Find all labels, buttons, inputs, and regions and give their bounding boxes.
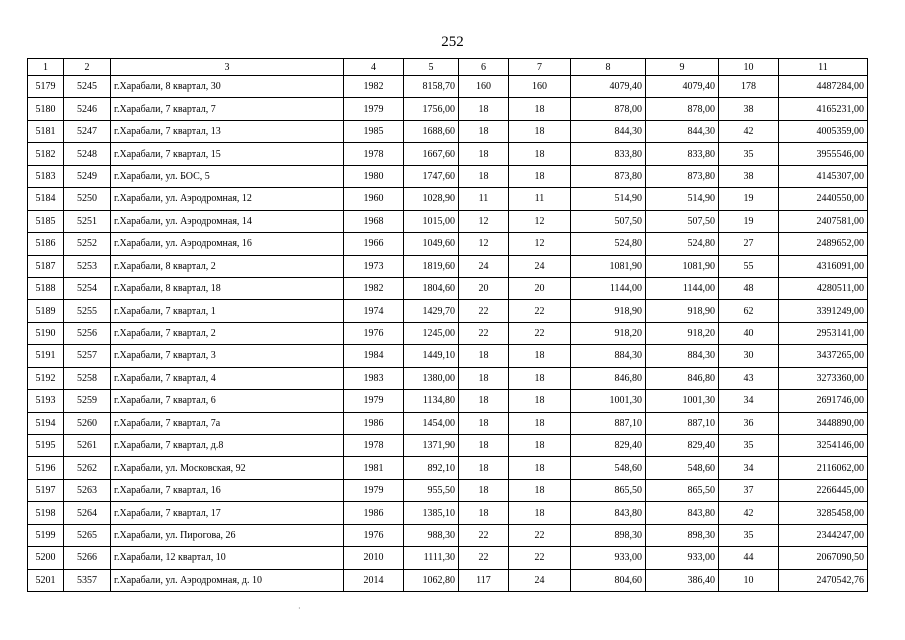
table-row: [28, 322, 868, 344]
residential-count-cell: 18: [509, 457, 571, 479]
residential-count-cell: 24: [509, 255, 571, 277]
living-area-cell: 833,80: [571, 143, 646, 165]
table-row: [28, 165, 868, 187]
column-header: 3: [111, 59, 344, 76]
total-area-cell: 1049,60: [404, 233, 459, 255]
residents-count-cell: 34: [719, 390, 779, 412]
apartments-count-cell: 12: [459, 210, 509, 232]
row-index-cell: 5193: [28, 390, 64, 412]
residents-count-cell: 48: [719, 277, 779, 299]
cost-cell: 3273360,00: [779, 367, 868, 389]
residents-count-cell: 40: [719, 322, 779, 344]
residential-count-cell: 12: [509, 233, 571, 255]
living-area-cell: 898,30: [571, 524, 646, 546]
table-row: [28, 120, 868, 142]
living-area-2-cell: 514,90: [646, 188, 719, 210]
total-area-cell: 1245,00: [404, 322, 459, 344]
residents-count-cell: 19: [719, 188, 779, 210]
table-body: [28, 76, 868, 592]
residents-count-cell: 38: [719, 165, 779, 187]
record-id-cell: 5248: [64, 143, 111, 165]
year-built-cell: 1980: [344, 165, 404, 187]
apartments-count-cell: 20: [459, 277, 509, 299]
row-index-cell: 5192: [28, 367, 64, 389]
residential-count-cell: 22: [509, 547, 571, 569]
column-header: 4: [344, 59, 404, 76]
cost-cell: 2116062,00: [779, 457, 868, 479]
living-area-cell: 884,30: [571, 345, 646, 367]
address-cell: г.Харабали, 12 квартал, 10: [111, 547, 344, 569]
apartments-count-cell: 22: [459, 300, 509, 322]
living-area-2-cell: 873,80: [646, 165, 719, 187]
table-row: [28, 345, 868, 367]
column-header: 5: [404, 59, 459, 76]
apartments-count-cell: 117: [459, 569, 509, 591]
living-area-cell: 843,80: [571, 502, 646, 524]
row-index-cell: 5200: [28, 547, 64, 569]
cost-cell: 2953141,00: [779, 322, 868, 344]
residential-count-cell: 18: [509, 502, 571, 524]
table-row: [28, 435, 868, 457]
living-area-2-cell: 1081,90: [646, 255, 719, 277]
year-built-cell: 1974: [344, 300, 404, 322]
living-area-2-cell: 829,40: [646, 435, 719, 457]
address-cell: г.Харабали, ул. Аэродромная, 16: [111, 233, 344, 255]
year-built-cell: 1981: [344, 457, 404, 479]
year-built-cell: 1986: [344, 502, 404, 524]
apartments-count-cell: 18: [459, 143, 509, 165]
table-row: [28, 412, 868, 434]
cost-cell: 4165231,00: [779, 98, 868, 120]
table-row: [28, 502, 868, 524]
residents-count-cell: 19: [719, 210, 779, 232]
residential-count-cell: 22: [509, 300, 571, 322]
cost-cell: 2470542,76: [779, 569, 868, 591]
apartments-count-cell: 160: [459, 76, 509, 98]
cost-cell: 3955546,00: [779, 143, 868, 165]
apartments-count-cell: 18: [459, 120, 509, 142]
total-area-cell: 1028,90: [404, 188, 459, 210]
address-cell: г.Харабали, ул. Московская, 92: [111, 457, 344, 479]
row-index-cell: 5196: [28, 457, 64, 479]
record-id-cell: 5262: [64, 457, 111, 479]
living-area-cell: 933,00: [571, 547, 646, 569]
row-index-cell: 5179: [28, 76, 64, 98]
table-row: [28, 277, 868, 299]
residents-count-cell: 38: [719, 98, 779, 120]
table-row: [28, 390, 868, 412]
living-area-2-cell: 386,40: [646, 569, 719, 591]
residential-count-cell: 20: [509, 277, 571, 299]
cost-cell: 3254146,00: [779, 435, 868, 457]
living-area-cell: 865,50: [571, 479, 646, 501]
living-area-cell: 548,60: [571, 457, 646, 479]
address-cell: г.Харабали, 7 квартал, д.8: [111, 435, 344, 457]
total-area-cell: 1667,60: [404, 143, 459, 165]
address-cell: г.Харабали, 7 квартал, 13: [111, 120, 344, 142]
residential-count-cell: 12: [509, 210, 571, 232]
residents-count-cell: 37: [719, 479, 779, 501]
residents-count-cell: 36: [719, 412, 779, 434]
total-area-cell: 8158,70: [404, 76, 459, 98]
total-area-cell: 988,30: [404, 524, 459, 546]
column-header: 6: [459, 59, 509, 76]
column-header: 9: [646, 59, 719, 76]
living-area-cell: 514,90: [571, 188, 646, 210]
living-area-2-cell: 844,30: [646, 120, 719, 142]
living-area-2-cell: 524,80: [646, 233, 719, 255]
year-built-cell: 1960: [344, 188, 404, 210]
record-id-cell: 5259: [64, 390, 111, 412]
total-area-cell: 1819,60: [404, 255, 459, 277]
address-cell: г.Харабали, 8 квартал, 2: [111, 255, 344, 277]
year-built-cell: 1984: [344, 345, 404, 367]
row-index-cell: 5201: [28, 569, 64, 591]
apartments-count-cell: 18: [459, 390, 509, 412]
living-area-2-cell: 4079,40: [646, 76, 719, 98]
year-built-cell: 1982: [344, 76, 404, 98]
column-header: 10: [719, 59, 779, 76]
record-id-cell: 5256: [64, 322, 111, 344]
residential-count-cell: 18: [509, 435, 571, 457]
residential-count-cell: 22: [509, 322, 571, 344]
residents-count-cell: 55: [719, 255, 779, 277]
living-area-cell: 878,00: [571, 98, 646, 120]
residential-count-cell: 18: [509, 143, 571, 165]
table-row: [28, 569, 868, 591]
row-index-cell: 5195: [28, 435, 64, 457]
residents-count-cell: 43: [719, 367, 779, 389]
residential-count-cell: 18: [509, 120, 571, 142]
total-area-cell: 892,10: [404, 457, 459, 479]
living-area-cell: 1081,90: [571, 255, 646, 277]
row-index-cell: 5182: [28, 143, 64, 165]
residential-count-cell: 24: [509, 569, 571, 591]
apartments-count-cell: 22: [459, 322, 509, 344]
row-index-cell: 5190: [28, 322, 64, 344]
residential-count-cell: 18: [509, 345, 571, 367]
living-area-2-cell: 846,80: [646, 367, 719, 389]
record-id-cell: 5252: [64, 233, 111, 255]
living-area-cell: 804,60: [571, 569, 646, 591]
record-id-cell: 5245: [64, 76, 111, 98]
row-index-cell: 5199: [28, 524, 64, 546]
living-area-cell: 918,90: [571, 300, 646, 322]
record-id-cell: 5249: [64, 165, 111, 187]
table-row: [28, 98, 868, 120]
apartments-count-cell: 24: [459, 255, 509, 277]
living-area-cell: 918,20: [571, 322, 646, 344]
residential-count-cell: 160: [509, 76, 571, 98]
row-index-cell: 5185: [28, 210, 64, 232]
cost-cell: 4280511,00: [779, 277, 868, 299]
cost-cell: 2344247,00: [779, 524, 868, 546]
living-area-2-cell: 1144,00: [646, 277, 719, 299]
year-built-cell: 1982: [344, 277, 404, 299]
year-built-cell: 1968: [344, 210, 404, 232]
total-area-cell: 1688,60: [404, 120, 459, 142]
residents-count-cell: 10: [719, 569, 779, 591]
living-area-2-cell: 833,80: [646, 143, 719, 165]
residential-count-cell: 18: [509, 479, 571, 501]
year-built-cell: 1976: [344, 322, 404, 344]
living-area-2-cell: 548,60: [646, 457, 719, 479]
apartments-count-cell: 18: [459, 435, 509, 457]
living-area-cell: 887,10: [571, 412, 646, 434]
total-area-cell: 1804,60: [404, 277, 459, 299]
living-area-2-cell: 507,50: [646, 210, 719, 232]
table-row: [28, 300, 868, 322]
apartments-count-cell: 18: [459, 502, 509, 524]
total-area-cell: 1134,80: [404, 390, 459, 412]
residents-count-cell: 42: [719, 502, 779, 524]
address-cell: г.Харабали, ул. Аэродромная, 14: [111, 210, 344, 232]
row-index-cell: 5184: [28, 188, 64, 210]
apartments-count-cell: 18: [459, 367, 509, 389]
residents-count-cell: 34: [719, 457, 779, 479]
living-area-2-cell: 918,20: [646, 322, 719, 344]
residents-count-cell: 44: [719, 547, 779, 569]
column-header: 11: [779, 59, 868, 76]
apartments-count-cell: 18: [459, 457, 509, 479]
apartments-count-cell: 12: [459, 233, 509, 255]
column-header: 7: [509, 59, 571, 76]
table-row: [28, 524, 868, 546]
residents-count-cell: 35: [719, 435, 779, 457]
row-index-cell: 5191: [28, 345, 64, 367]
living-area-cell: 873,80: [571, 165, 646, 187]
residents-count-cell: 178: [719, 76, 779, 98]
living-area-2-cell: 878,00: [646, 98, 719, 120]
address-cell: г.Харабали, ул. Аэродромная, д. 10: [111, 569, 344, 591]
address-cell: г.Харабали, 7 квартал, 4: [111, 367, 344, 389]
total-area-cell: 1756,00: [404, 98, 459, 120]
record-id-cell: 5253: [64, 255, 111, 277]
scan-artifact: ·: [298, 604, 301, 613]
living-area-cell: 829,40: [571, 435, 646, 457]
living-area-2-cell: 884,30: [646, 345, 719, 367]
address-cell: г.Харабали, 7 квартал, 15: [111, 143, 344, 165]
cost-cell: 3448890,00: [779, 412, 868, 434]
address-cell: г.Харабали, 8 квартал, 30: [111, 76, 344, 98]
residents-count-cell: 30: [719, 345, 779, 367]
cost-cell: 3391249,00: [779, 300, 868, 322]
cost-cell: 3285458,00: [779, 502, 868, 524]
living-area-cell: 1001,30: [571, 390, 646, 412]
table-row: [28, 188, 868, 210]
cost-cell: 3437265,00: [779, 345, 868, 367]
row-index-cell: 5198: [28, 502, 64, 524]
cost-cell: 4487284,00: [779, 76, 868, 98]
living-area-2-cell: 898,30: [646, 524, 719, 546]
year-built-cell: 2014: [344, 569, 404, 591]
living-area-2-cell: 1001,30: [646, 390, 719, 412]
year-built-cell: 1985: [344, 120, 404, 142]
row-index-cell: 5180: [28, 98, 64, 120]
row-index-cell: 5181: [28, 120, 64, 142]
row-index-cell: 5189: [28, 300, 64, 322]
table-row: [28, 76, 868, 98]
address-cell: г.Харабали, 8 квартал, 18: [111, 277, 344, 299]
cost-cell: 4316091,00: [779, 255, 868, 277]
residents-count-cell: 42: [719, 120, 779, 142]
cost-cell: 2067090,50: [779, 547, 868, 569]
cost-cell: 2266445,00: [779, 479, 868, 501]
record-id-cell: 5260: [64, 412, 111, 434]
apartments-count-cell: 18: [459, 479, 509, 501]
year-built-cell: 1976: [344, 524, 404, 546]
living-area-cell: 524,80: [571, 233, 646, 255]
record-id-cell: 5254: [64, 277, 111, 299]
record-id-cell: 5265: [64, 524, 111, 546]
record-id-cell: 5250: [64, 188, 111, 210]
living-area-cell: 1144,00: [571, 277, 646, 299]
record-id-cell: 5246: [64, 98, 111, 120]
living-area-cell: 4079,40: [571, 76, 646, 98]
year-built-cell: 1973: [344, 255, 404, 277]
record-id-cell: 5258: [64, 367, 111, 389]
residents-count-cell: 35: [719, 524, 779, 546]
total-area-cell: 1449,10: [404, 345, 459, 367]
apartments-count-cell: 18: [459, 98, 509, 120]
residential-count-cell: 18: [509, 367, 571, 389]
residential-count-cell: 18: [509, 412, 571, 434]
row-index-cell: 5187: [28, 255, 64, 277]
year-built-cell: 2010: [344, 547, 404, 569]
address-cell: г.Харабали, 7 квартал, 6: [111, 390, 344, 412]
address-cell: г.Харабали, ул. БОС, 5: [111, 165, 344, 187]
living-area-cell: 507,50: [571, 210, 646, 232]
table-row: [28, 143, 868, 165]
record-id-cell: 5264: [64, 502, 111, 524]
total-area-cell: 1015,00: [404, 210, 459, 232]
row-index-cell: 5188: [28, 277, 64, 299]
living-area-2-cell: 933,00: [646, 547, 719, 569]
living-area-cell: 846,80: [571, 367, 646, 389]
living-area-2-cell: 865,50: [646, 479, 719, 501]
total-area-cell: 1111,30: [404, 547, 459, 569]
residents-count-cell: 35: [719, 143, 779, 165]
apartments-count-cell: 18: [459, 165, 509, 187]
living-area-2-cell: 918,90: [646, 300, 719, 322]
apartments-count-cell: 22: [459, 524, 509, 546]
year-built-cell: 1979: [344, 98, 404, 120]
record-id-cell: 5263: [64, 479, 111, 501]
total-area-cell: 1062,80: [404, 569, 459, 591]
column-header: 1: [28, 59, 64, 76]
address-cell: г.Харабали, 7 квартал, 3: [111, 345, 344, 367]
row-index-cell: 5194: [28, 412, 64, 434]
address-cell: г.Харабали, 7 квартал, 17: [111, 502, 344, 524]
total-area-cell: 1747,60: [404, 165, 459, 187]
record-id-cell: 5251: [64, 210, 111, 232]
apartments-count-cell: 18: [459, 412, 509, 434]
residential-count-cell: 18: [509, 390, 571, 412]
residential-count-cell: 18: [509, 98, 571, 120]
record-id-cell: 5261: [64, 435, 111, 457]
year-built-cell: 1983: [344, 367, 404, 389]
apartments-count-cell: 11: [459, 188, 509, 210]
column-header: 8: [571, 59, 646, 76]
cost-cell: 2489652,00: [779, 233, 868, 255]
residential-count-cell: 22: [509, 524, 571, 546]
table-row: [28, 547, 868, 569]
apartments-count-cell: 22: [459, 547, 509, 569]
year-built-cell: 1979: [344, 390, 404, 412]
address-cell: г.Харабали, 7 квартал, 16: [111, 479, 344, 501]
record-id-cell: 5357: [64, 569, 111, 591]
housing-table: [27, 58, 868, 592]
record-id-cell: 5255: [64, 300, 111, 322]
record-id-cell: 5266: [64, 547, 111, 569]
address-cell: г.Харабали, 7 квартал, 7: [111, 98, 344, 120]
year-built-cell: 1978: [344, 143, 404, 165]
table-row: [28, 255, 868, 277]
living-area-2-cell: 843,80: [646, 502, 719, 524]
page-number: 252: [441, 34, 464, 50]
apartments-count-cell: 18: [459, 345, 509, 367]
total-area-cell: 1385,10: [404, 502, 459, 524]
record-id-cell: 5257: [64, 345, 111, 367]
address-cell: г.Харабали, ул. Аэродромная, 12: [111, 188, 344, 210]
address-cell: г.Харабали, 7 квартал, 1: [111, 300, 344, 322]
column-header: 2: [64, 59, 111, 76]
living-area-2-cell: 887,10: [646, 412, 719, 434]
table-row: [28, 210, 868, 232]
address-cell: г.Харабали, ул. Пирогова, 26: [111, 524, 344, 546]
residents-count-cell: 27: [719, 233, 779, 255]
living-area-cell: 844,30: [571, 120, 646, 142]
record-id-cell: 5247: [64, 120, 111, 142]
table-row: [28, 233, 868, 255]
table-row: [28, 457, 868, 479]
row-index-cell: 5183: [28, 165, 64, 187]
address-cell: г.Харабали, 7 квартал, 7а: [111, 412, 344, 434]
year-built-cell: 1966: [344, 233, 404, 255]
year-built-cell: 1979: [344, 479, 404, 501]
header-row: [28, 59, 868, 76]
year-built-cell: 1978: [344, 435, 404, 457]
cost-cell: 2440550,00: [779, 188, 868, 210]
residents-count-cell: 62: [719, 300, 779, 322]
row-index-cell: 5186: [28, 233, 64, 255]
total-area-cell: 1429,70: [404, 300, 459, 322]
year-built-cell: 1986: [344, 412, 404, 434]
residential-count-cell: 11: [509, 188, 571, 210]
total-area-cell: 955,50: [404, 479, 459, 501]
cost-cell: 4005359,00: [779, 120, 868, 142]
cost-cell: 2407581,00: [779, 210, 868, 232]
total-area-cell: 1454,00: [404, 412, 459, 434]
total-area-cell: 1371,90: [404, 435, 459, 457]
total-area-cell: 1380,00: [404, 367, 459, 389]
table-row: [28, 479, 868, 501]
cost-cell: 2691746,00: [779, 390, 868, 412]
table-row: [28, 367, 868, 389]
address-cell: г.Харабали, 7 квартал, 2: [111, 322, 344, 344]
residential-count-cell: 18: [509, 165, 571, 187]
row-index-cell: 5197: [28, 479, 64, 501]
cost-cell: 4145307,00: [779, 165, 868, 187]
